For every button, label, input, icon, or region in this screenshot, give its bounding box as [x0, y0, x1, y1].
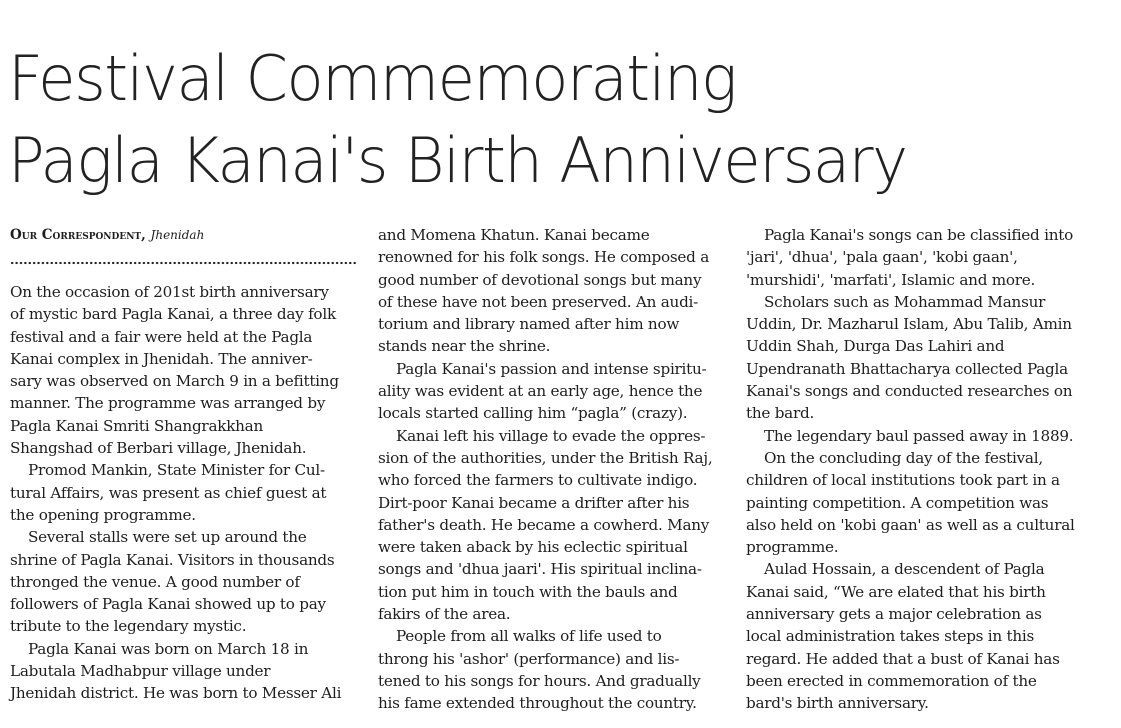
article-text-line: tion put him in touch with the bauls and [378, 582, 678, 601]
article-text-line: also held on 'kobi gaan' as well as a cultural [746, 515, 1075, 534]
article-text-line: Promod Mankin, State Minister for Cul- [28, 461, 325, 480]
article-column-2 [378, 224, 728, 715]
article-text-line: the bard. [746, 404, 815, 423]
article-text-line: renowned for his folk songs. He composed a [378, 248, 710, 267]
article-text-line: Labutala Madhabpur village under [10, 662, 271, 681]
article-text-line: Aulad Hossain, a descendent of Pagla [764, 560, 1045, 579]
byline-author: Our Correspondent, [10, 227, 146, 243]
article-text-line: 'jari', 'dhua', 'pala gaan', 'kobi gaan', [746, 248, 1018, 267]
byline [10, 224, 360, 246]
article-text-line: the opening programme. [10, 505, 196, 524]
article-text-line: programme. [746, 538, 839, 557]
article-column-1 [10, 224, 360, 705]
article-text-line: On the occasion of 201st birth anniversary [10, 283, 329, 301]
article-text-line: were taken aback by his eclectic spiritual [378, 538, 688, 557]
article-text-line: fakirs of the area. [378, 605, 511, 624]
article-text-line: Uddin Shah, Durga Das Lahiri and [746, 337, 1005, 356]
article-text-line: Kanai's songs and conducted researches on [746, 382, 1073, 401]
article-text-line: who forced the farmers to cultivate indigo. [378, 471, 698, 490]
article-text-line: 'murshidi', 'marfati', Islamic and more. [746, 270, 1036, 289]
article-text-line: songs and 'dhua jaari'. His spiritual inclina- [378, 560, 702, 579]
column-1-body [10, 281, 360, 705]
article-text-line: locals started calling him “pagla” (crazy). [378, 404, 688, 423]
dotted-divider [10, 261, 356, 265]
article-text-line: father's death. He became a cowherd. Many [378, 515, 710, 534]
article-column-3 [746, 224, 1096, 715]
article-text-line: of these have not been preserved. An audi- [378, 292, 699, 311]
article-text-line: Pagla Kanai Smriti Shangrakkhan [10, 416, 264, 435]
article-text-line: stands near the shrine. [378, 337, 551, 356]
article-text-line: Dirt-poor Kanai became a drifter after his [378, 493, 690, 512]
article-text-line: throng his 'ashor' (performance) and lis- [378, 649, 680, 668]
article-text-line: followers of Pagla Kanai showed up to pay [10, 595, 326, 614]
article-text-line: tural Affairs, was present as chief guest at [10, 483, 327, 502]
article-text-line: torium and library named after him now [378, 315, 680, 334]
article-text-line: good number of devotional songs but many [378, 270, 702, 289]
article-text-line: children of local institutions took part in a [746, 471, 1060, 490]
headline-line-2: Pagla Kanai's Birth Anniversary [8, 124, 907, 197]
article-text-line: bard's birth anniversary. [746, 694, 929, 713]
column-2-body [378, 224, 728, 715]
article-text-line: local administration takes steps in this [746, 627, 1035, 646]
article-text-line: Several stalls were set up around the [28, 528, 307, 547]
article-text-line: Kanai complex in Jhenidah. The anniver- [10, 349, 313, 368]
article-text-line: shrine of Pagla Kanai. Visitors in thousands [10, 550, 335, 569]
article-text-line: anniversary gets a major celebration as [746, 605, 1042, 624]
article-text-line: Shangshad of Berbari village, Jhenidah. [10, 439, 307, 458]
article-text-line: festival and a fair were held at the Pagla [10, 327, 313, 346]
article-text-line: thronged the venue. A good number of [10, 572, 300, 591]
article-text-line: tened to his songs for hours. And gradually [378, 671, 701, 690]
article-text-line: The legendary baul passed away in 1889. [764, 426, 1074, 445]
column-3-body [746, 224, 1096, 715]
article-text-line: and Momena Khatun. Kanai became [378, 226, 650, 244]
article-text-line: Upendranath Bhattacharya collected Pagla [746, 359, 1068, 378]
article-text-line: Pagla Kanai was born on March 18 in [28, 639, 309, 658]
article-text-line: of mystic bard Pagla Kanai, a three day folk [10, 305, 336, 324]
article-text-line: Kanai said, “We are elated that his birth [746, 582, 1046, 601]
article-text-line: regard. He added that a bust of Kanai has [746, 649, 1060, 668]
article-text-line: painting competition. A competition was [746, 493, 1049, 512]
headline [8, 38, 1086, 202]
article-text-line: been erected in commemoration of the [746, 671, 1037, 690]
article-text-line: Uddin, Dr. Mazharul Islam, Abu Talib, Amin [746, 315, 1072, 334]
article-text-line: sion of the authorities, under the British Raj, [378, 448, 713, 467]
article-text-line: tribute to the legendary mystic. [10, 617, 247, 636]
article-text-line: Kanai left his village to evade the oppres- [396, 426, 706, 445]
article-text-line: sary was observed on March 9 in a befitting [10, 372, 339, 391]
headline-line-1: Festival Commemorating [8, 42, 737, 115]
article-text-line: manner. The programme was arranged by [10, 394, 326, 413]
article-text-line: ality was evident at an early age, hence the [378, 382, 703, 401]
article-text-line: Jhenidah district. He was born to Messer Ali [10, 684, 342, 703]
article-text-line: Scholars such as Mohammad Mansur [764, 292, 1046, 311]
byline-location: Jhenidah [150, 228, 205, 242]
article-text-line: On the concluding day of the festival, [764, 448, 1043, 467]
article-text-line: his fame extended throughout the country. [378, 694, 697, 713]
article-text-line: Pagla Kanai's songs can be classified into [764, 226, 1073, 244]
article-text-line: Pagla Kanai's passion and intense spiritu- [396, 359, 707, 378]
article-text-line: People from all walks of life used to [396, 627, 662, 646]
